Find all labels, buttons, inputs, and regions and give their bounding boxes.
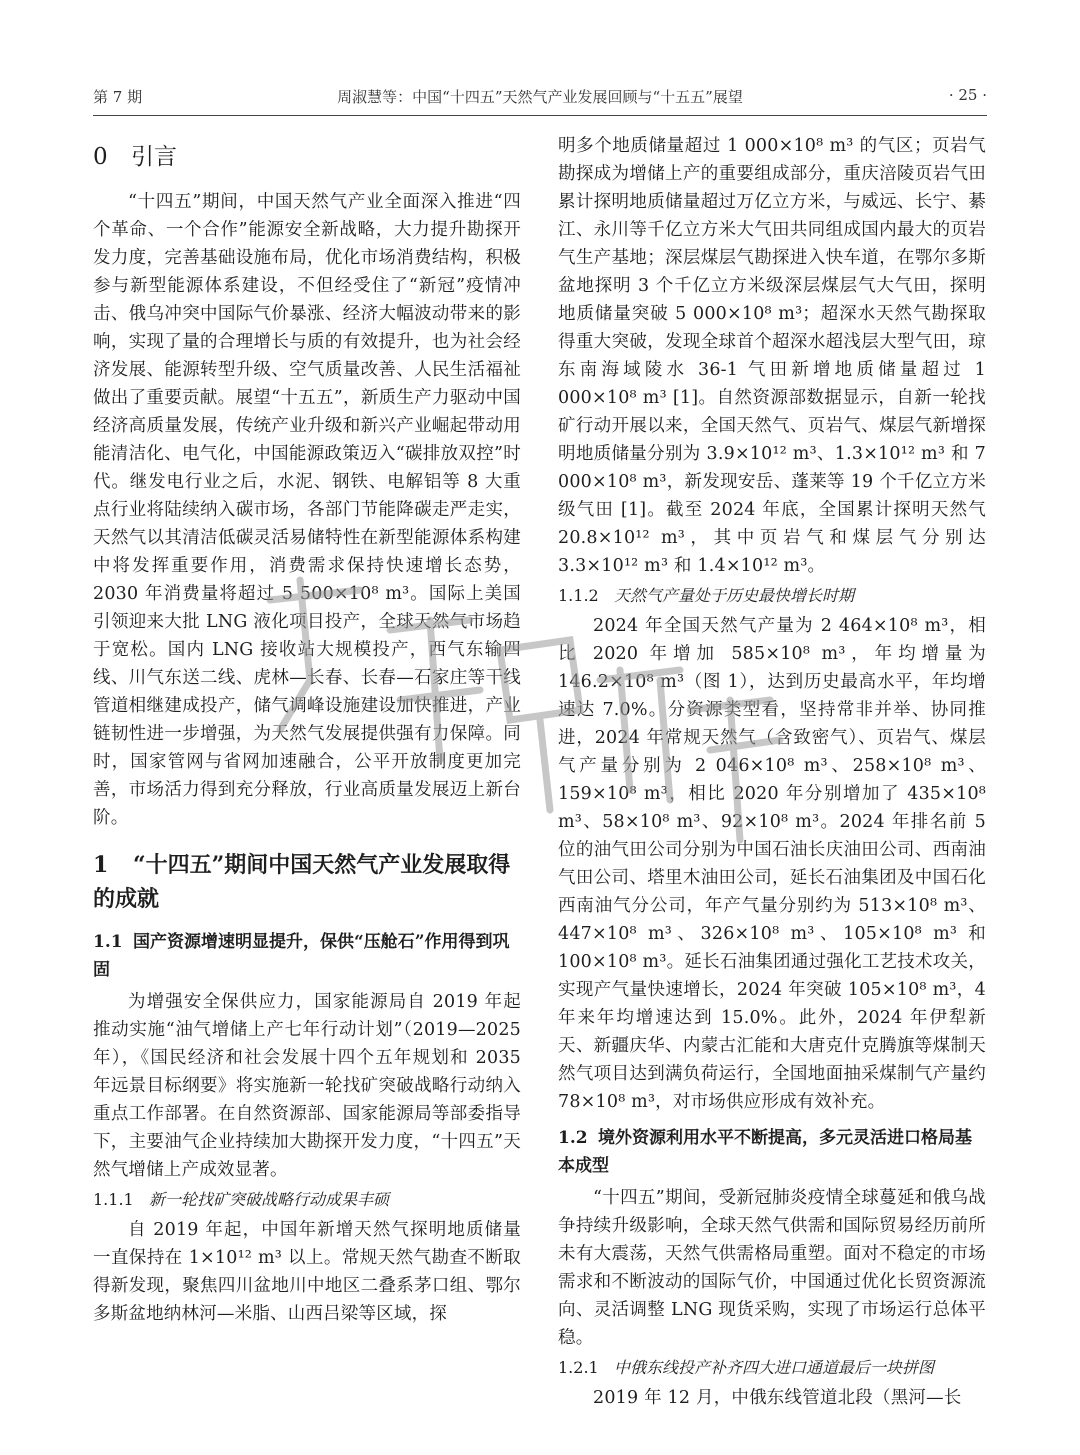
section-1-2-1-paragraph: 2019 年 12 月，中俄东线管道北段（黑河—长 bbox=[593, 1388, 962, 1408]
section-1-1-1-heading bbox=[93, 1186, 521, 1214]
section-title: 天然气产量处于历史最快增长时期 bbox=[614, 586, 855, 605]
section-number: 1.1 bbox=[93, 932, 123, 952]
section-title: 新一轮找矿突破战略行动成果丰硕 bbox=[149, 1190, 390, 1209]
section-1-2-paragraph: “十四五”期间，受新冠肺炎疫情全球蔓延和俄乌战争持续升级影响，全球天然气供需和国际贸易经历前所未有大震荡，天然气供需格局重塑。面对不稳定的市场需求和不断波动的国际气价，中国通过优化长贸资源流向、灵活调整 LNG 现货采购，实现了市场运行总体平稳。 bbox=[558, 1188, 986, 1348]
section-title: “十四五”期间中国天然气产业发展取得的成就 bbox=[93, 852, 511, 912]
section-1-1-2-paragraph: 2024 年全国天然气产量为 2 464×10⁸ m³，相比 2020 年增加 585×10⁸ m³，年均增量为 146.2×10⁸ m³（图 1），达到历史最高水平，年均增速达 7.0%。分资源类型看，坚持常非并举、协同推进，2024 年常规天然气（含致密气）、页岩气、煤层气产量分别为 2 046×10⁸ m³、258×10⁸ m³、159×10⁸ m³，相比 2020 年分别增加了 435×10⁸ m³、58×10⁸ m³、92×10⁸ m³。2024 年排名前 5 位的油气田公司分别为中国石油长庆油田公司、西南油气田公司、塔里木油田公司，延长石油集团及中国石化西南油气分公司，年产气量分别约为 513×10⁸ m³、447×10⁸ m³、326×10⁸ m³、105×10⁸ m³ 和 100×10⁸ m³。延长石油集团通过强化工艺技术攻关，实现产气量快速增长，2024 年突破 105×10⁸ m³，4 年来年均增速达到 15.0%。此外，2024 年伊犁新天、新疆庆华、内蒙古汇能和大唐克什克腾旗等煤制天然气项目达到满负荷运行，全国地面抽采煤制气产量约 78×10⁸ m³，对市场供应形成有效补充。 bbox=[558, 616, 986, 1112]
running-title: 周淑慧等：中国“十四五”天然气产业发展回顾与“十五五”展望 bbox=[337, 88, 743, 106]
section-number: 1.1.1 bbox=[93, 1190, 134, 1209]
section-number: 1 bbox=[93, 852, 109, 878]
header-rule bbox=[93, 115, 987, 116]
issue-number: 第 7 期 bbox=[93, 88, 143, 106]
section-0-heading bbox=[93, 140, 521, 174]
page-number: · 25 · bbox=[948, 86, 987, 104]
section-title: 中俄东线投产补齐四大进口通道最后一块拼图 bbox=[614, 1358, 935, 1377]
section-number: 0 bbox=[93, 144, 108, 170]
right-column bbox=[558, 132, 986, 1412]
section-number: 1.2.1 bbox=[558, 1358, 599, 1377]
section-number: 1.1.2 bbox=[558, 586, 599, 605]
section-1-1-1-paragraph-continued: 明多个地质储量超过 1 000×10⁸ m³ 的气区；页岩气勘探成为增储上产的重要组成部分，重庆涪陵页岩气田累计探明地质储量超过万亿立方米，与威远、长宁、綦江、永川等千亿立方米大气田共同组成国内最大的页岩气生产基地；深层煤层气勘探进入快车道，在鄂尔多斯盆地探明 3 个千亿立方米级深层煤层气大气田，探明地质储量突破 5 000×10⁸ m³；超深水天然气勘探取得重大突破，发现全球首个超深水超浅层大型气田，琼东南海域陵水 36-1 气田新增地质储量超过 1 000×10⁸ m³ [1]。自然资源部数据显示，自新一轮找矿行动开展以来，全国天然气、页岩气、煤层气新增探明地质储量分别为 3.9×10¹² m³、1.3×10¹² m³ 和 7 000×10⁸ m³，新发现安岳、蓬莱等 19 个千亿立方米级气田 [1]。截至 2024 年底，全国累计探明天然气 20.8×10¹² m³，其中页岩气和煤层气分别达 3.3×10¹² m³ 和 1.4×10¹² m³。 bbox=[558, 136, 986, 576]
left-column bbox=[93, 132, 521, 1328]
section-title: 国产资源增速明显提升，保供“压舱石”作用得到巩固 bbox=[93, 932, 510, 980]
section-1-2-heading bbox=[558, 1124, 986, 1180]
section-title: 境外资源利用水平不断提高，多元灵活进口格局基本成型 bbox=[558, 1128, 972, 1176]
section-1-2-1-heading bbox=[558, 1354, 986, 1382]
section-1-1-2-heading bbox=[558, 582, 986, 610]
section-1-1-paragraph: 为增强安全保供应力，国家能源局自 2019 年起推动实施“油气增储上产七年行动计划”（2019—2025 年），《国民经济和社会发展十四个五年规划和 2035 年远景目标纲要》将实施新一轮找矿突破战略行动纳入重点工作部署。在自然资源部、国家能源局等部委指导下，主要油气企业持续加大勘探开发力度，“十四五”天然气增储上产成效显著。 bbox=[93, 992, 521, 1180]
section-title: 引言 bbox=[131, 144, 177, 170]
page-header bbox=[93, 84, 987, 110]
section-1-1-heading bbox=[93, 928, 521, 984]
intro-paragraph: “十四五”期间，中国天然气产业全面深入推进“四个革命、一个合作”能源安全新战略，大力提升勘探开发力度，完善基础设施布局，优化市场消费结构，积极参与新型能源体系建设，不但经受住了“新冠”疫情冲击、俄乌冲突中国际气价暴涨、经济大幅波动带来的影响，实现了量的合理增长与质的有效提升，也为社会经济发展、能源转型升级、空气质量改善、人民生活福祉做出了重要贡献。展望“十五五”，新质生产力驱动中国经济高质量发展，传统产业升级和新兴产业崛起带动用能清洁化、电气化，中国能源政策迈入“碳排放双控”时代。继发电行业之后，水泥、钢铁、电解铝等 8 大重点行业将陆续纳入碳市场，各部门节能降碳走严走实，天然气以其清洁低碳灵活易储特性在新型能源体系构建中将发挥重要作用，消费需求保持快速增长态势，2030 年消费量将超过 5 500×10⁸ m³。国际上美国引领迎来大批 LNG 液化项目投产，全球天然气市场趋于宽松。国内 LNG 接收站大规模投产，西气东输四线、川气东送二线、虎林—长春、长春—石家庄等干线管道相继建成投产，储气调峰设施建设加快推进，产业链韧性进一步增强，为天然气发展提供强有力保障。同时，国家管网与省网加速融合，公平开放制度更加完善，市场活力得到充分释放，行业高质量发展迈上新台阶。 bbox=[93, 192, 521, 828]
section-1-heading bbox=[93, 848, 521, 916]
section-number: 1.2 bbox=[558, 1128, 588, 1148]
section-1-1-1-paragraph: 自 2019 年起，中国年新增天然气探明地质储量一直保持在 1×10¹² m³ 以上。常规天然气勘查不断取得新发现，聚焦四川盆地川中地区二叠系茅口组、鄂尔多斯盆地纳林河—米脂、山西吕梁等区域，探 bbox=[93, 1220, 521, 1324]
